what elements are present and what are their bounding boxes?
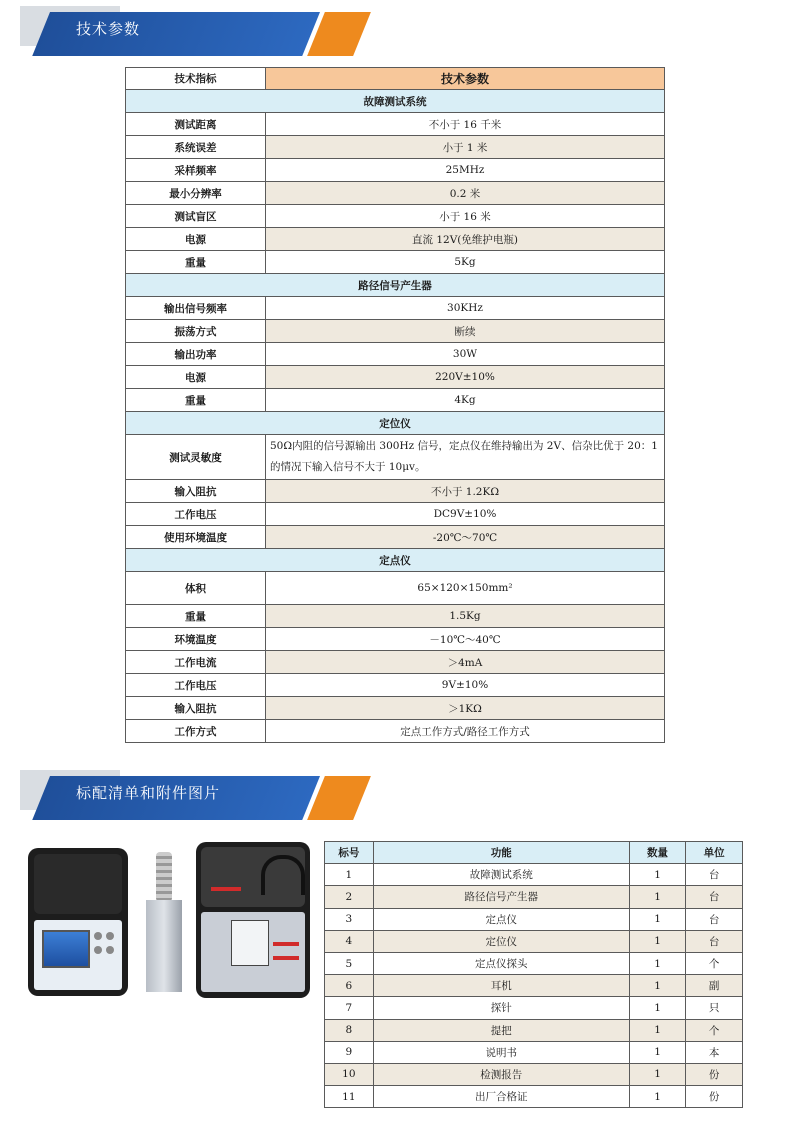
package-row — [325, 975, 743, 997]
package-row — [325, 1041, 743, 1063]
spec-value: 9V±10% — [266, 674, 665, 697]
spec-key: 工作电压 — [126, 674, 266, 697]
package-cell: 1 — [629, 1041, 686, 1063]
spec-key: 重量 — [126, 251, 266, 274]
spec-section-title: 路径信号产生器 — [126, 274, 665, 297]
probe-device — [146, 852, 182, 992]
package-row — [325, 1019, 743, 1041]
meter-icon — [231, 920, 269, 966]
signal-generator-case — [196, 842, 310, 998]
package-cell: 1 — [629, 886, 686, 908]
spec-section-title: 定位仪 — [126, 412, 665, 435]
spec-row — [126, 674, 665, 697]
package-cell: 个 — [686, 952, 743, 974]
package-cell: 提把 — [373, 1019, 629, 1041]
spec-value: 50Ω内阻的信号源输出 300Hz 信号，定点仪在维持输出为 2V、信杂比优于 20：1 的情况下输入信号不大于 10μv。 — [266, 435, 665, 480]
spec-row — [126, 297, 665, 320]
package-cell: 副 — [686, 975, 743, 997]
package-cell: 1 — [629, 1086, 686, 1108]
package-list-table — [324, 841, 743, 1108]
spec-section-row — [126, 549, 665, 572]
spec-row — [126, 205, 665, 228]
spec-key: 振荡方式 — [126, 320, 266, 343]
package-cell: 1 — [629, 864, 686, 886]
spec-row — [126, 366, 665, 389]
package-cell: 1 — [325, 864, 374, 886]
package-header-cell: 单位 — [686, 842, 743, 864]
package-cell: 本 — [686, 1041, 743, 1063]
package-header-cell: 数量 — [629, 842, 686, 864]
spec-row — [126, 651, 665, 674]
package-row — [325, 997, 743, 1019]
spec-key: 测试距离 — [126, 113, 266, 136]
section-title-package: 标配清单和附件图片 — [76, 784, 221, 802]
spec-key: 工作电流 — [126, 651, 266, 674]
package-cell: 1 — [629, 1063, 686, 1085]
spec-row — [126, 480, 665, 503]
spec-value: -20℃～70℃ — [266, 526, 665, 549]
device-screen — [42, 930, 90, 968]
package-cell: 8 — [325, 1019, 374, 1041]
package-cell: 定位仪 — [373, 930, 629, 952]
spec-row — [126, 526, 665, 549]
package-cell: 定点仪 — [373, 908, 629, 930]
spec-value: ＞4mA — [266, 651, 665, 674]
spec-value: 小于 16 米 — [266, 205, 665, 228]
spec-row — [126, 697, 665, 720]
package-cell: 检测报告 — [373, 1063, 629, 1085]
package-cell: 1 — [629, 975, 686, 997]
package-row — [325, 1063, 743, 1085]
spec-value: 1.5Kg — [266, 605, 665, 628]
spec-row — [126, 628, 665, 651]
package-header-cell: 标号 — [325, 842, 374, 864]
spec-row — [126, 159, 665, 182]
spec-value: 直流 12V(免维护电瓶) — [266, 228, 665, 251]
spec-key: 输出信号频率 — [126, 297, 266, 320]
package-row — [325, 952, 743, 974]
spec-key: 测试盲区 — [126, 205, 266, 228]
section-banner-package — [20, 770, 350, 810]
spec-value: －10℃～40℃ — [266, 628, 665, 651]
spec-value: ＞1KΩ — [266, 697, 665, 720]
package-cell: 11 — [325, 1086, 374, 1108]
package-header-cell: 功能 — [373, 842, 629, 864]
spec-row — [126, 251, 665, 274]
package-header-row — [325, 842, 743, 864]
spec-row — [126, 136, 665, 159]
spec-value: 定点工作方式/路径工作方式 — [266, 720, 665, 743]
package-row — [325, 930, 743, 952]
spec-key: 使用环境温度 — [126, 526, 266, 549]
package-row — [325, 864, 743, 886]
package-cell: 1 — [629, 930, 686, 952]
spec-key: 输入阻抗 — [126, 480, 266, 503]
spec-value: 25MHz — [266, 159, 665, 182]
spec-header-row — [126, 68, 665, 90]
package-cell: 2 — [325, 886, 374, 908]
spec-value: 5Kg — [266, 251, 665, 274]
spec-key: 重量 — [126, 605, 266, 628]
spec-key: 系统误差 — [126, 136, 266, 159]
package-cell: 6 — [325, 975, 374, 997]
spec-value: 0.2 米 — [266, 182, 665, 205]
spec-value: 65×120×150mm² — [266, 572, 665, 605]
spec-value: 不小于 1.2KΩ — [266, 480, 665, 503]
spec-row — [126, 113, 665, 136]
package-cell: 定点仪探头 — [373, 952, 629, 974]
spec-section-title: 故障测试系统 — [126, 90, 665, 113]
spec-section-row — [126, 274, 665, 297]
spec-value: 30KHz — [266, 297, 665, 320]
spec-row — [126, 605, 665, 628]
package-cell: 探针 — [373, 997, 629, 1019]
package-cell: 台 — [686, 930, 743, 952]
spec-key: 测试灵敏度 — [126, 435, 266, 480]
fault-tester-case — [28, 848, 128, 996]
spec-table — [125, 67, 665, 743]
spec-key: 输出功率 — [126, 343, 266, 366]
spec-key: 电源 — [126, 228, 266, 251]
spec-key: 最小分辨率 — [126, 182, 266, 205]
package-cell: 1 — [629, 1019, 686, 1041]
spec-value: 断续 — [266, 320, 665, 343]
package-cell: 份 — [686, 1086, 743, 1108]
spec-header-value: 技术参数 — [266, 68, 665, 90]
section-banner-specs — [20, 6, 350, 46]
package-cell: 出厂合格证 — [373, 1086, 629, 1108]
spec-row — [126, 435, 665, 480]
package-cell: 只 — [686, 997, 743, 1019]
spec-key: 采样频率 — [126, 159, 266, 182]
package-cell: 9 — [325, 1041, 374, 1063]
spec-value: DC9V±10% — [266, 503, 665, 526]
spec-row — [126, 572, 665, 605]
spec-key: 电源 — [126, 366, 266, 389]
package-row — [325, 886, 743, 908]
spec-value: 30W — [266, 343, 665, 366]
spec-value: 220V±10% — [266, 366, 665, 389]
package-cell: 故障测试系统 — [373, 864, 629, 886]
spec-value: 4Kg — [266, 389, 665, 412]
package-cell: 耳机 — [373, 975, 629, 997]
spec-key: 环境温度 — [126, 628, 266, 651]
spec-key: 输入阻抗 — [126, 697, 266, 720]
package-cell: 个 — [686, 1019, 743, 1041]
package-cell: 1 — [629, 952, 686, 974]
package-cell: 说明书 — [373, 1041, 629, 1063]
spec-value: 不小于 16 千米 — [266, 113, 665, 136]
package-row — [325, 908, 743, 930]
spec-value: 小于 1 米 — [266, 136, 665, 159]
package-cell: 份 — [686, 1063, 743, 1085]
package-cell: 4 — [325, 930, 374, 952]
spec-section-row — [126, 412, 665, 435]
spec-key: 重量 — [126, 389, 266, 412]
package-cell: 5 — [325, 952, 374, 974]
package-cell: 7 — [325, 997, 374, 1019]
headphone-icon — [261, 855, 305, 895]
spec-row — [126, 228, 665, 251]
spec-section-title: 定点仪 — [126, 549, 665, 572]
package-cell: 台 — [686, 908, 743, 930]
package-cell: 3 — [325, 908, 374, 930]
spec-key: 工作方式 — [126, 720, 266, 743]
spec-row — [126, 503, 665, 526]
package-cell: 10 — [325, 1063, 374, 1085]
package-cell: 1 — [629, 997, 686, 1019]
spec-row — [126, 720, 665, 743]
spec-row — [126, 343, 665, 366]
spec-section-row — [126, 90, 665, 113]
spec-key: 体积 — [126, 572, 266, 605]
spec-header-key: 技术指标 — [126, 68, 266, 90]
section-title-specs: 技术参数 — [76, 20, 141, 38]
package-row — [325, 1086, 743, 1108]
spec-row — [126, 320, 665, 343]
package-cell: 台 — [686, 864, 743, 886]
spec-row — [126, 182, 665, 205]
spec-key: 工作电压 — [126, 503, 266, 526]
product-photo — [28, 842, 310, 1002]
spec-row — [126, 389, 665, 412]
package-cell: 路径信号产生器 — [373, 886, 629, 908]
package-cell: 台 — [686, 886, 743, 908]
package-cell: 1 — [629, 908, 686, 930]
